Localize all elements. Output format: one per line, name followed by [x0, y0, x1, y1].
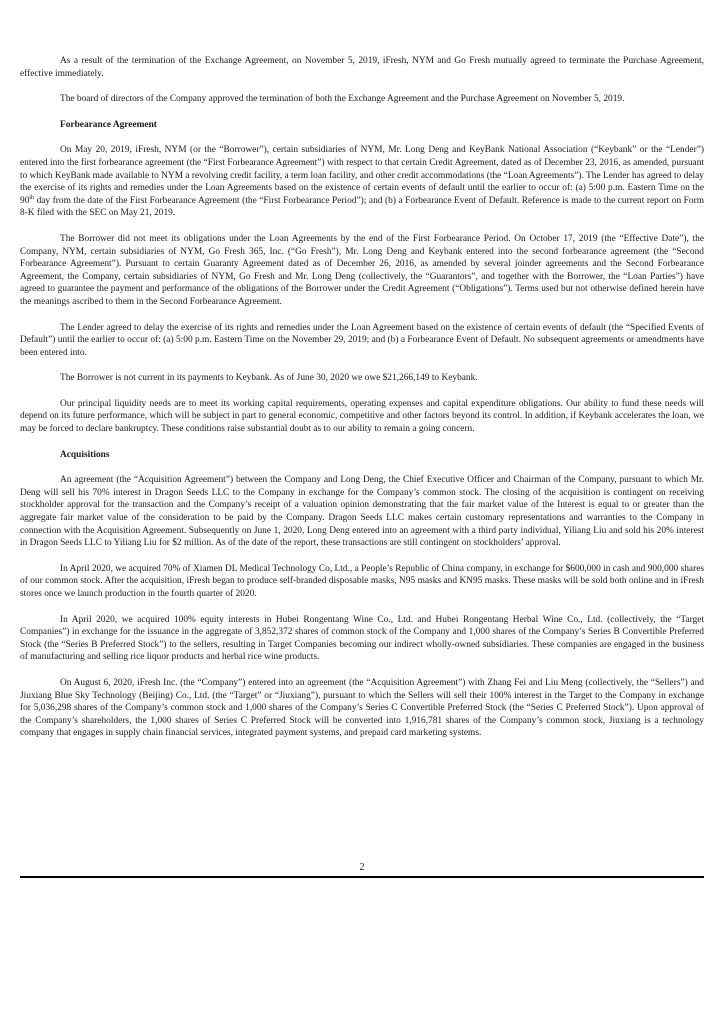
ordinal-superscript: th	[29, 194, 35, 201]
paragraph-jiuxiang: On August 6, 2020, iFresh Inc. (the “Company”) entered into an agreement (the “Acquisition Agreement”) with Zhang Fei and Liu Meng (collectively, the “Sellers”) and Jiuxiang Blue Sky Technology (Beijing) Co., Ltd. (the “Target” or “Jiuxiang”), pursuant to which the Sellers will sell their 100% interest in the Target to the Company in exchange for 5,036,298 shares of the Company’s common stock and 1,000 shares of the Company’s Series C Convertible Preferred Stock (the “Series C Preferred Stock”). Upon approval of the Company’s shareholders, the 1,000 shares of Series C Preferred Stock will be converted into 1,916,781 shares of the Company’s common stock, Jiuxiang is a technology company that engages in supply chain financial services, integrated payment systems, and prepaid card marketing systems.	[20, 677, 704, 739]
paragraph-liquidity: Our principal liquidity needs are to meet its working capital requirements, operating expenses and capital expenditure obligations. Our ability to fund these needs will depend on its future performance, which will be subject in part to general economic, competitive and other factors beyond its control. In addition, if Keybank accelerates the loan, we may be forced to declare bankruptcy. These conditions raise substantial doubt as to our ability to remain a going concern.	[20, 398, 704, 435]
paragraph-keybank-balance: The Borrower is not current in its payments to Keybank. As of June 30, 2020 we owe $21,266,149 to Keybank.	[60, 373, 478, 384]
first-forbearance-text-b: day from the date of the First Forbearance Agreement (the “First Forbearance Period”); and (b) a Forbearance Event of Default. Reference is made to the current report on Form 8-K filed with the SEC on May 21, 2019.	[20, 195, 704, 219]
paragraph-second-forbearance: The Borrower did not meet its obligations under the Loan Agreements by the end of the First Forbearance Period. On October 17, 2019 (the “Effective Date”), the Company, NYM, certain subsidiaries of NYM, Go Fresh 365, Inc. (“Go Fresh”), Mr. Long Deng and Keybank entered into the second forbearance agreement (the “Second Forbearance Agreement”). Pursuant to certain Guaranty Agreement dated as of December 26, 2016, as amended by several joinder agreements and the Second Forbearance Agreement, the Company, certain subsidiaries of NYM, Go Fresh and Mr. Long Deng (collectively, the “Guarantors”, and together with the Borrower, the “Loan Parties”) have agreed to guarantee the payment and performance of the obligations of the Borrower under the Credit Agreement (“Obligations”). Terms used but not otherwise defined herein have the meanings ascribed to them in the Second Forbearance Agreement.	[20, 233, 704, 307]
paragraph-first-forbearance	[20, 144, 704, 220]
first-forbearance-text-a: On May 20, 2019, iFresh, NYM (or the “Borrower”), certain subsidiaries of NYM, Mr. Long Deng and KeyBank National Association (“Keybank” or the “Lender”) entered into the first forbearance agreement (the “First Forbearance Agreement”) with respect to that certain Credit Agreement, dated as of December 23, 2016, as amended, pursuant to which KeyBank made available to NYM a revolving credit facility, a term loan facility, and other credit accommodations (the “Loan Agreements”). The Lender has agreed to delay the exercise of its rights and remedies under the Loan Agreements based on the existence of certain events of default until the earlier to occur of: (a) 5:00 p.m. Eastern Time on the 90	[20, 145, 704, 206]
paragraph-xiamen-dl: In April 2020, we acquired 70% of Xiamen DL Medical Technology Co, Ltd., a People’s Republic of China company, in exchange for $600,000 in cash and 900,000 shares of our common stock. After the acquisition, iFresh began to produce self-branded disposable masks, N95 masks and KN95 masks. These masks will be sold both online and in iFresh stores once we launch production in the fourth quarter of 2020.	[20, 563, 704, 599]
paragraph-hubei-rongentang: In April 2020, we acquired 100% equity interests in Hubei Rongentang Wine Co., Ltd. and Hubei Rongentang Herbal Wine Co., Ltd. (collectively, the “Target Companies”) in exchange for the issuance in the aggregate of 3,852,372 shares of common stock of the Company and 1,000 shares of the Company’s Series B Convertible Preferred Stock (the “Series B Preferred Stock”) to the sellers, resulting in Target Companies becoming our indirect wholly-owned subsidiaries. These companies are engaged in the business of manufacturing and selling rice liquor products and herbal rice wine products.	[20, 614, 704, 663]
paragraph-dragon-seeds: An agreement (the “Acquisition Agreement”) between the Company and Long Deng, the Chief Executive Officer and Chairman of the Company, pursuant to which Mr. Deng will sell his 70% interest in Dragon Seeds LLC to the Company in exchange for the Company’s common stock. The closing of the acquisition is contingent on receiving stockholder approval for the transaction and the Company’s receipt of a valuation opinion demonstrating that the fair market value of the Interest is equal to or greater than the aggregate fair market value of the consideration to be paid by the Company. Dragon Seeds LLC makes certain customary representations and warranties to the Company in connection with the Acquisition Agreement. Subsequently on June 1, 2020, Long Deng entered into an agreement with a third party individual, Yiliang Liu and sold his 20% interest in Dragon Seeds LLC to Yiliang Liu for $2 million. As of the date of the report, these transactions are still contingent on stockholders’ approval.	[20, 475, 704, 549]
paragraph-termination-purchase: As a result of the termination of the Exchange Agreement, on November 5, 2019, iFresh, NYM and Go Fresh mutually agreed to terminate the Purchase Agreement, effective immediately.	[20, 56, 704, 79]
document-page	[20, 55, 704, 740]
footer-rule	[20, 876, 704, 878]
heading-acquisitions: Acquisitions	[60, 449, 110, 460]
paragraph-lender-delay: The Lender agreed to delay the exercise of its rights and remedies under the Loan Agreement based on the existence of certain events of default (the “Specified Events of Default”) until the earlier to occur of: (a) 5:00 p.m. Eastern Time on the November 29, 2019; and (b) a Forbearance Event of Default. No subsequent agreements or amendments have been entered into.	[20, 322, 704, 358]
page-number: 2	[359, 862, 365, 873]
paragraph-board-approval: The board of directors of the Company approved the termination of both the Exchange Agreement and the Purchase Agreement on November 5, 2019.	[60, 94, 625, 105]
heading-forbearance-agreement: Forbearance Agreement	[60, 119, 157, 130]
